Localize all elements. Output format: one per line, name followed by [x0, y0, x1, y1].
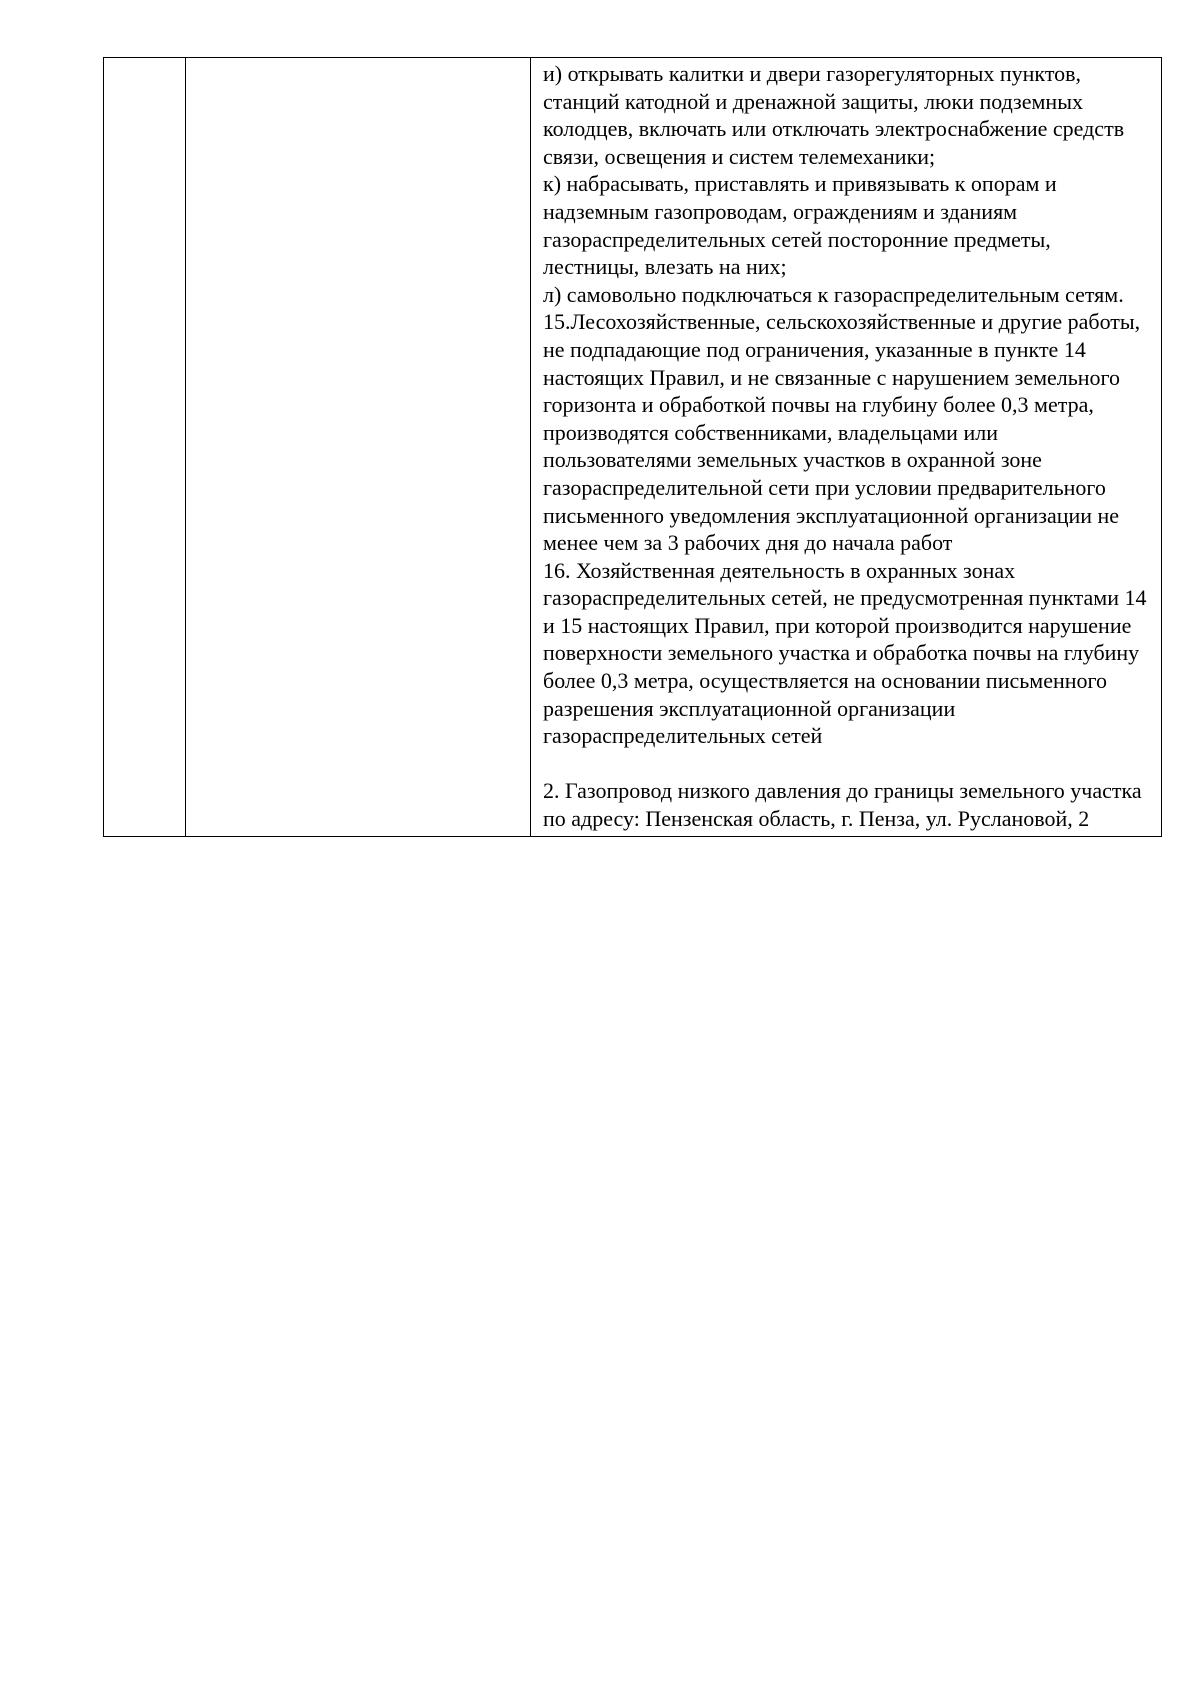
paragraph-clause-15: 15.Лесохозяйственные, сельскохозяйственные и другие работы, не подпадающие под ограничения, указанные в пункте 14 настоящих Правил, и не связанные с нарушением земельного горизонта и обработкой почвы на глубину более 0,3 метра, производятся собственниками, владельцами или пользователями земельных участков в охранной зоне газораспределительной сети при условии предварительного письменного уведомления эксплуатационной организации не менее чем за 3 рабочих дня до начала работ [543, 309, 1141, 556]
table-cell-object [186, 58, 531, 837]
table-cell-number [104, 58, 186, 837]
table-row [104, 58, 1162, 837]
paragraph-spacer [543, 750, 1151, 778]
paragraph-gas-pipeline-address: 2. Газопровод низкого давления до границы земельного участка по адресу: Пензенская область, г. Пенза, ул. Руслановой, 2 [543, 778, 1142, 832]
table-cell-content [531, 58, 1162, 837]
cell-object-text [186, 58, 530, 63]
paragraph-item-i: и) открывать калитки и двери газорегуляторных пунктов, станций катодной и дренажной защиты, люки подземных колодцев, включать или отключать электроснабжение средств связи, освещения и систем телемеханики; [543, 61, 1125, 169]
document-table [103, 57, 1162, 837]
paragraph-clause-16: 16. Хозяйственная деятельность в охранных зонах газораспределительных сетей, не предусмотренная пунктами 14 и 15 настоящих Правил, при которой производится нарушение поверхности земельного участка и обработка почвы на глубину более 0,3 метра, осуществляется на основании письменного разрешения эксплуатационной организации газораспределительных сетей [543, 557, 1147, 749]
cell-number-text [104, 58, 185, 63]
cell-content [531, 58, 1161, 836]
paragraph-item-l: л) самовольно подключаться к газораспределительным сетям. [543, 281, 1124, 307]
paragraph-item-k: к) набрасывать, приставлять и привязывать к опорам и надземным газопроводам, ограждениям и зданиям газораспределительных сетей посторонние предметы, лестницы, влезать на них; [543, 171, 1057, 280]
